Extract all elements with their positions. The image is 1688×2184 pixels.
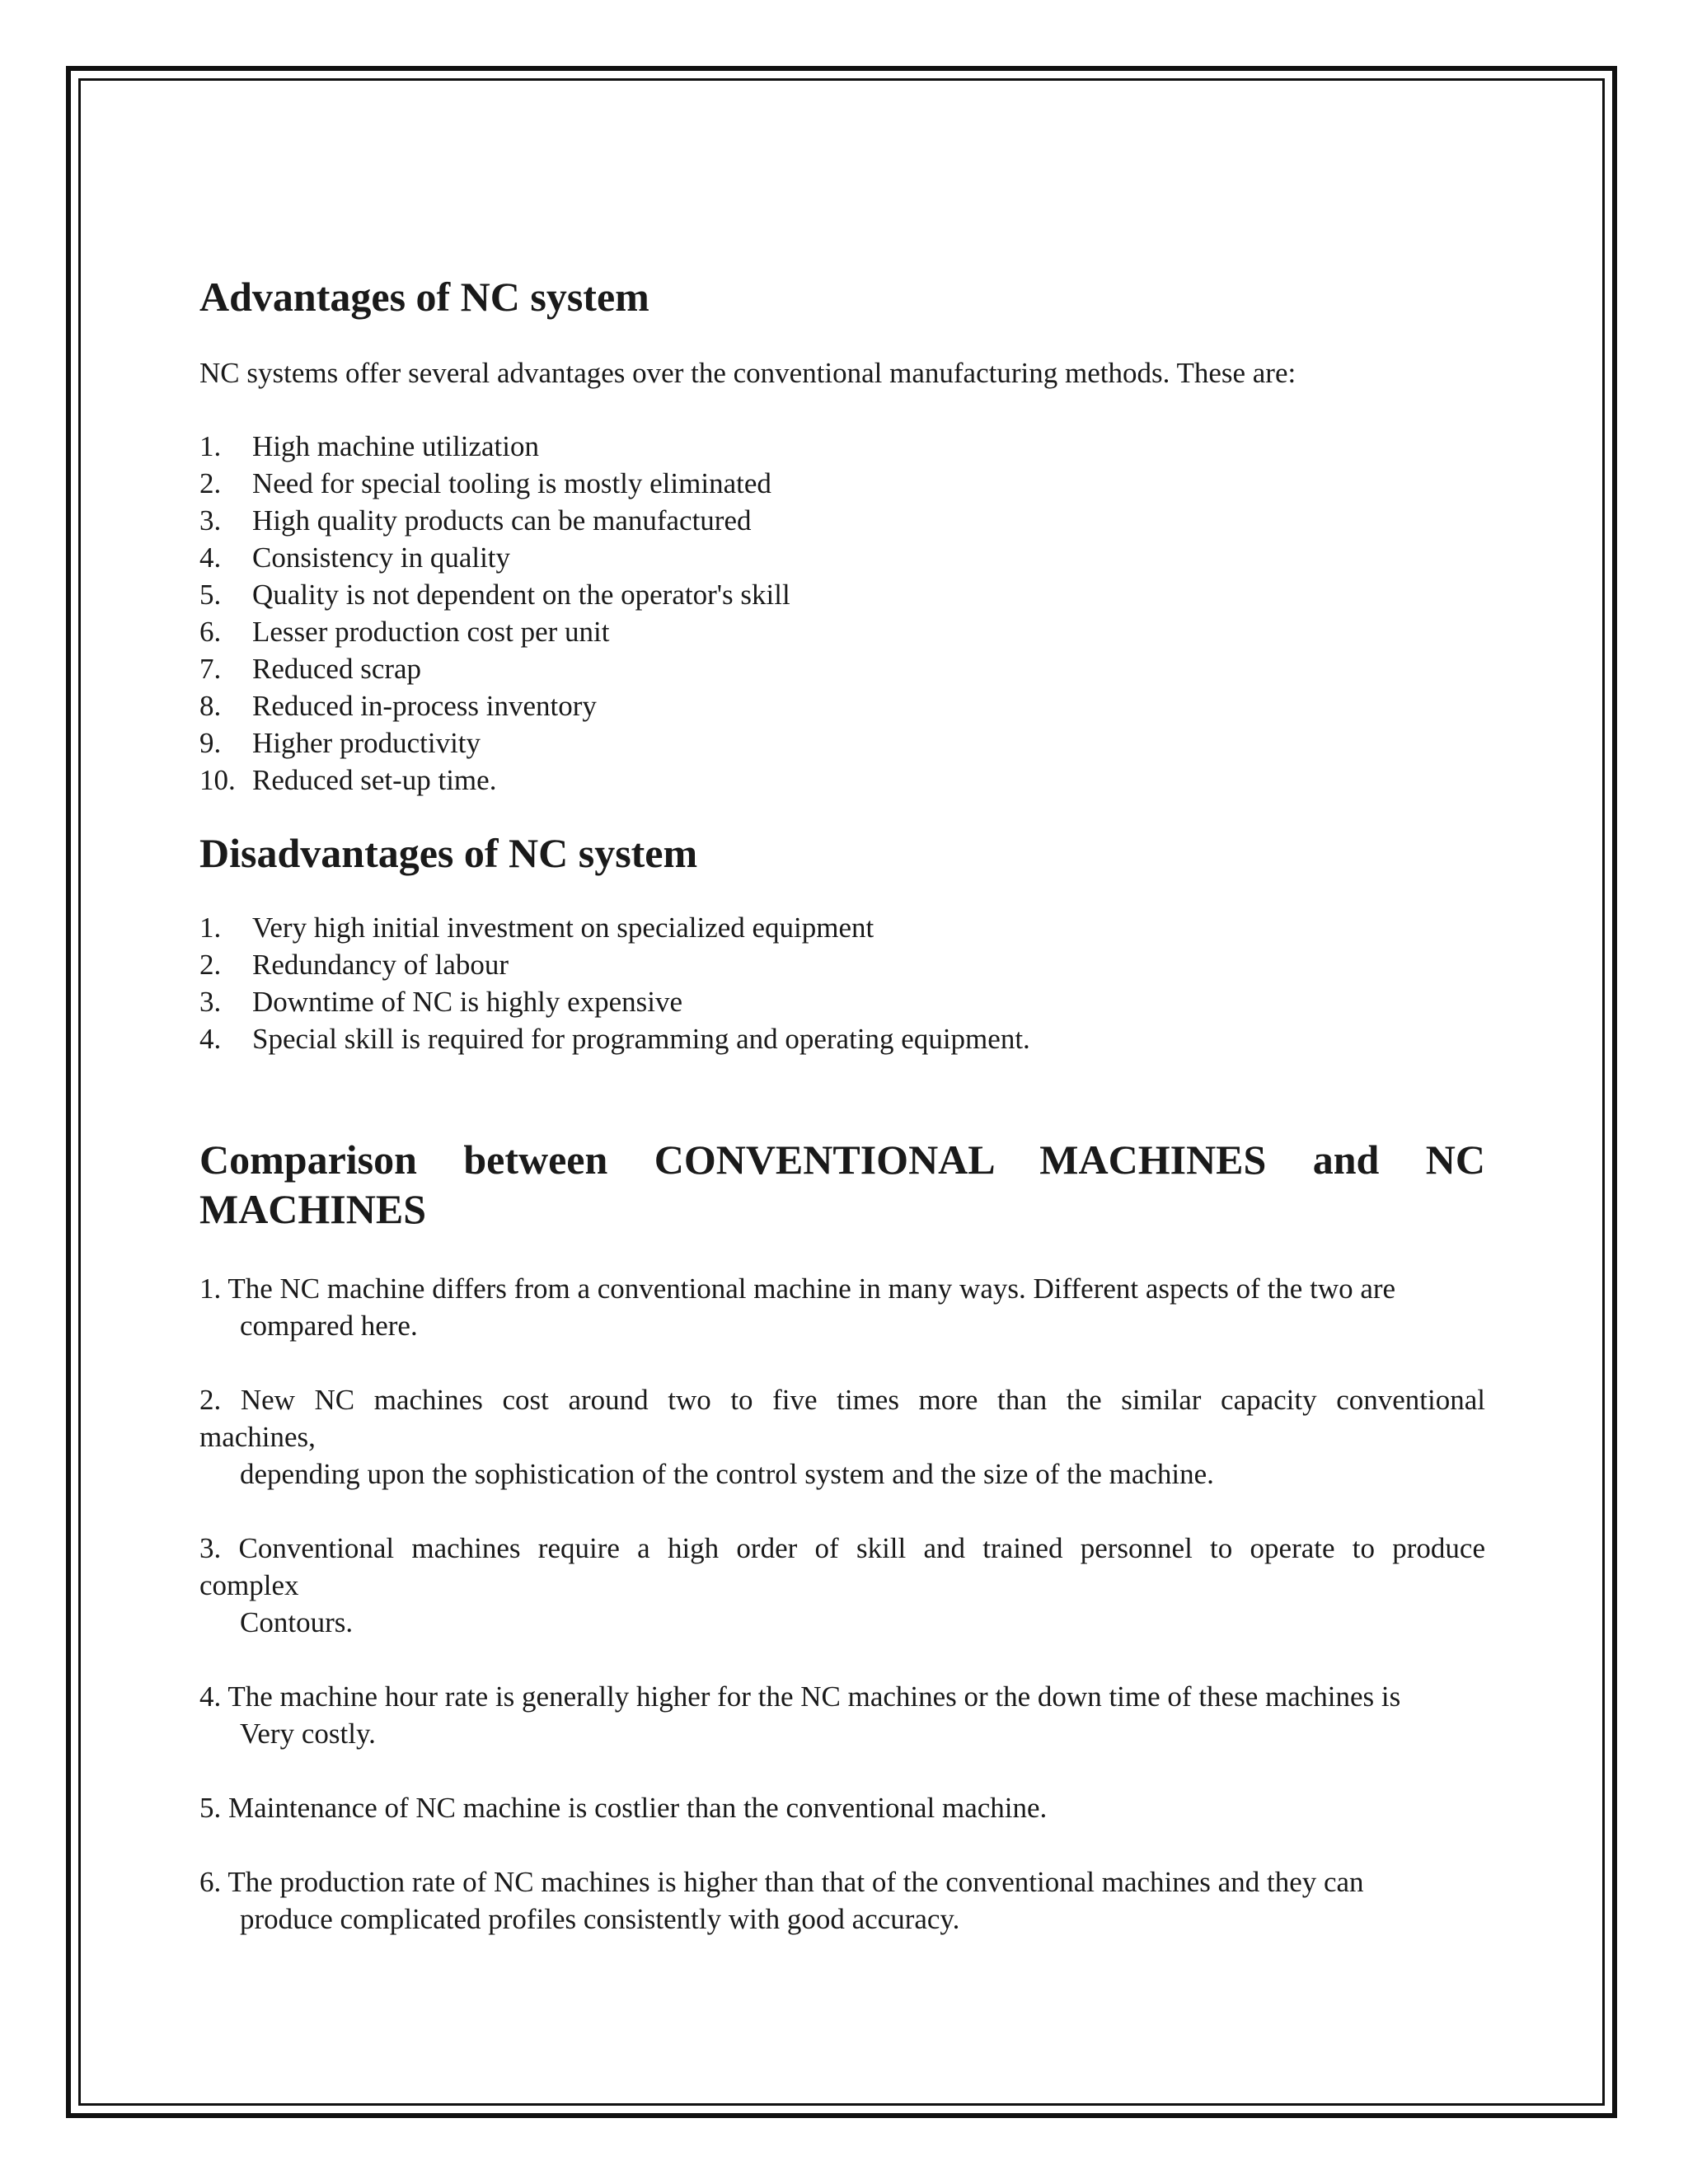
list-item: 5. Quality is not dependent on the operator's skill (199, 579, 790, 611)
document-body (199, 272, 1485, 1938)
list-item: 4. Special skill is required for programming and operating equipment. (199, 1023, 1030, 1055)
list-item: 4. The machine hour rate is generally higher for the NC machines or the down time of these machines is Very costly. (199, 1680, 1401, 1750)
list-item: 1. The NC machine differs from a conventional machine in many ways. Different aspects of the two are compared here. (199, 1272, 1396, 1342)
list-item: 3. Downtime of NC is highly expensive (199, 986, 683, 1018)
advantages-intro: NC systems offer several advantages over the conventional manufacturing methods. These are: (199, 357, 1296, 389)
list-item: 8. Reduced in-process inventory (199, 690, 597, 722)
list-item: 2. Need for special tooling is mostly eliminated (199, 467, 771, 499)
disadvantages-heading: Disadvantages of NC system (199, 830, 698, 876)
list-item: 2. New NC machines cost around two to five times more than the similar capacity conventional machines, depending upon the sophistication of the control system and the size of the machine. (199, 1384, 1485, 1490)
list-item: 9. Higher productivity (199, 727, 481, 759)
list-item: 4. Consistency in quality (199, 541, 511, 574)
comparison-list (199, 1270, 1485, 1938)
disadvantages-list (199, 909, 1485, 1057)
list-item: 1. Very high initial investment on specialized equipment (199, 912, 874, 944)
list-item: 1. High machine utilization (199, 430, 539, 462)
list-item: 10. Reduced set-up time. (199, 764, 497, 796)
list-item: 3. High quality products can be manufactured (199, 504, 752, 537)
list-item: 7. Reduced scrap (199, 653, 422, 685)
list-item: 2. Redundancy of labour (199, 949, 509, 981)
comparison-heading: Comparison between CONVENTIONAL MACHINES and NC MACHINES (199, 1137, 1485, 1232)
advantages-heading: Advantages of NC system (199, 274, 649, 320)
list-item: 6. Lesser production cost per unit (199, 616, 610, 648)
advantages-list (199, 428, 1485, 799)
list-item: 5. Maintenance of NC machine is costlier than the conventional machine. (199, 1792, 1048, 1824)
list-item: 3. Conventional machines require a high order of skill and trained personnel to operate to produce complex Contours. (199, 1532, 1485, 1638)
list-item: 6. The production rate of NC machines is higher than that of the conventional machines and they can produce complicated profiles consistently with good accuracy. (199, 1866, 1364, 1935)
